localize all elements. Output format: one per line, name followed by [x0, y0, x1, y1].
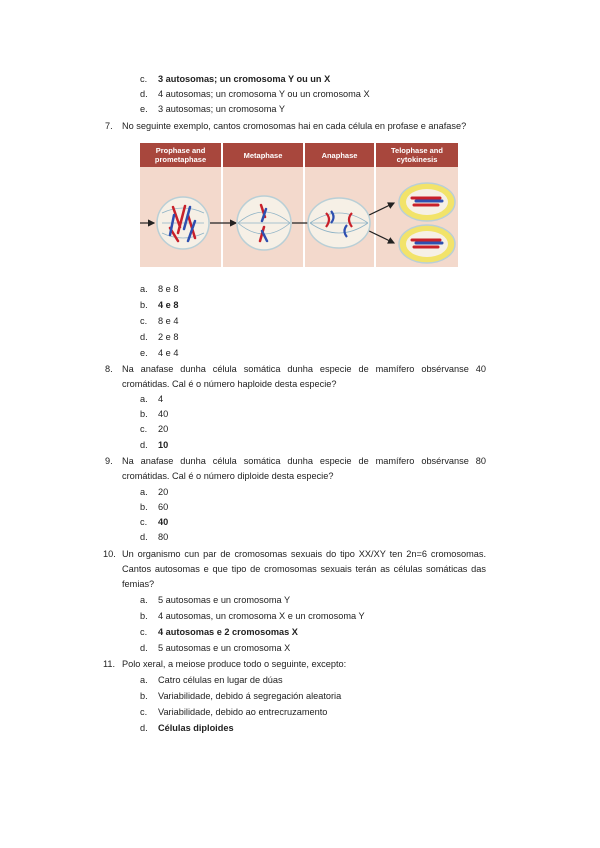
- q11-option-c: Variabilidade, debido ao entrecruzamento: [158, 707, 328, 717]
- q8-option-b: 40: [158, 409, 169, 419]
- q11-option-d: Células diploides: [158, 723, 234, 733]
- option-letter: d.: [140, 332, 148, 342]
- option-letter: c.: [140, 627, 148, 637]
- figure-header: Anaphase: [305, 143, 374, 167]
- q9-text-line1: Na anafase dunha célula somática dunha especie de mamífero obsérvanse 80: [122, 456, 486, 466]
- option-letter: a.: [140, 394, 148, 404]
- q7-option-d: 2 e 8: [158, 332, 179, 342]
- option-letter: d.: [140, 643, 148, 653]
- option-letter: c.: [140, 316, 148, 326]
- q11-text: Polo xeral, a meiose produce todo o seguinte, excepto:: [122, 659, 347, 669]
- question-number: 10.: [103, 549, 116, 559]
- option-letter: d.: [140, 532, 148, 542]
- option-letter: b.: [140, 409, 148, 419]
- q10-option-c: 4 autosomas e 2 cromosomas X: [158, 627, 298, 637]
- q9-text-line2: cromátidas. Cal é o número diploide desta especie?: [122, 471, 334, 481]
- q8-text-line2: cromátidas. Cal é o número haploide desta especie?: [122, 379, 337, 389]
- q8-option-a: 4: [158, 394, 164, 404]
- q9-option-b: 60: [158, 502, 169, 512]
- q10-option-a: 5 autosomas e un cromosoma Y: [158, 595, 291, 605]
- mitosis-illustration: [140, 143, 458, 267]
- q10-text-line3: femias?: [122, 579, 155, 589]
- q11-option-b: Variabilidade, debido á segregación aleatoria: [158, 691, 342, 701]
- q6-option-d: 4 autosomas; un cromosoma Y ou un cromosoma X: [158, 89, 370, 99]
- q10-option-d: 5 autosomas e un cromosoma X: [158, 643, 291, 653]
- q11-option-a: Catro células en lugar de dúas: [158, 675, 283, 685]
- option-letter: d.: [140, 89, 148, 99]
- q7-option-a: 8 e 8: [158, 284, 179, 294]
- q6-option-c: 3 autosomas; un cromosoma Y ou un X: [158, 74, 331, 84]
- q7-option-c: 8 e 4: [158, 316, 179, 326]
- option-letter: d.: [140, 723, 148, 733]
- question-number: 11.: [103, 659, 116, 669]
- option-letter: b.: [140, 691, 148, 701]
- q9-option-c: 40: [158, 517, 169, 527]
- question-number: 8.: [105, 364, 113, 374]
- figure-header: Prophase and prometaphase: [140, 143, 221, 167]
- q9-option-a: 20: [158, 487, 169, 497]
- option-letter: c.: [140, 74, 148, 84]
- option-letter: c.: [140, 424, 148, 434]
- q7-option-e: 4 e 4: [158, 348, 179, 358]
- q10-text-line1: Un organismo cun par de cromosomas sexuais do tipo XX/XY ten 2n=6 cromosomas.: [122, 549, 486, 559]
- mitosis-figure: [140, 143, 458, 267]
- option-letter: b.: [140, 502, 148, 512]
- figure-header: Metaphase: [223, 143, 303, 167]
- option-letter: e.: [140, 104, 148, 114]
- option-letter: e.: [140, 348, 148, 358]
- q8-option-c: 20: [158, 424, 169, 434]
- q8-option-d: 10: [158, 440, 169, 450]
- option-letter: c.: [140, 517, 148, 527]
- q10-text-line2: Cantos autosomas e que tipo de cromosomas sexuais terán as células somáticas das: [122, 564, 486, 574]
- question-number: 9.: [105, 456, 113, 466]
- q8-text-line1: Na anafase dunha célula somática dunha especie de mamífero obsérvanse 40: [122, 364, 486, 374]
- option-letter: a.: [140, 675, 148, 685]
- option-letter: a.: [140, 595, 148, 605]
- q6-option-e: 3 autosomas; un cromosoma Y: [158, 104, 285, 114]
- option-letter: d.: [140, 440, 148, 450]
- option-letter: a.: [140, 487, 148, 497]
- q7-option-b: 4 e 8: [158, 300, 179, 310]
- q9-option-d: 80: [158, 532, 169, 542]
- option-letter: b.: [140, 300, 148, 310]
- option-letter: a.: [140, 284, 148, 294]
- option-letter: b.: [140, 611, 148, 621]
- q7-text: No seguinte exemplo, cantos cromosomas hai en cada célula en profase e anafase?: [122, 121, 467, 131]
- question-number: 7.: [105, 121, 113, 131]
- q10-option-b: 4 autosomas, un cromosoma X e un cromosoma Y: [158, 611, 365, 621]
- figure-header: Telophase and cytokinesis: [376, 143, 458, 167]
- option-letter: c.: [140, 707, 148, 717]
